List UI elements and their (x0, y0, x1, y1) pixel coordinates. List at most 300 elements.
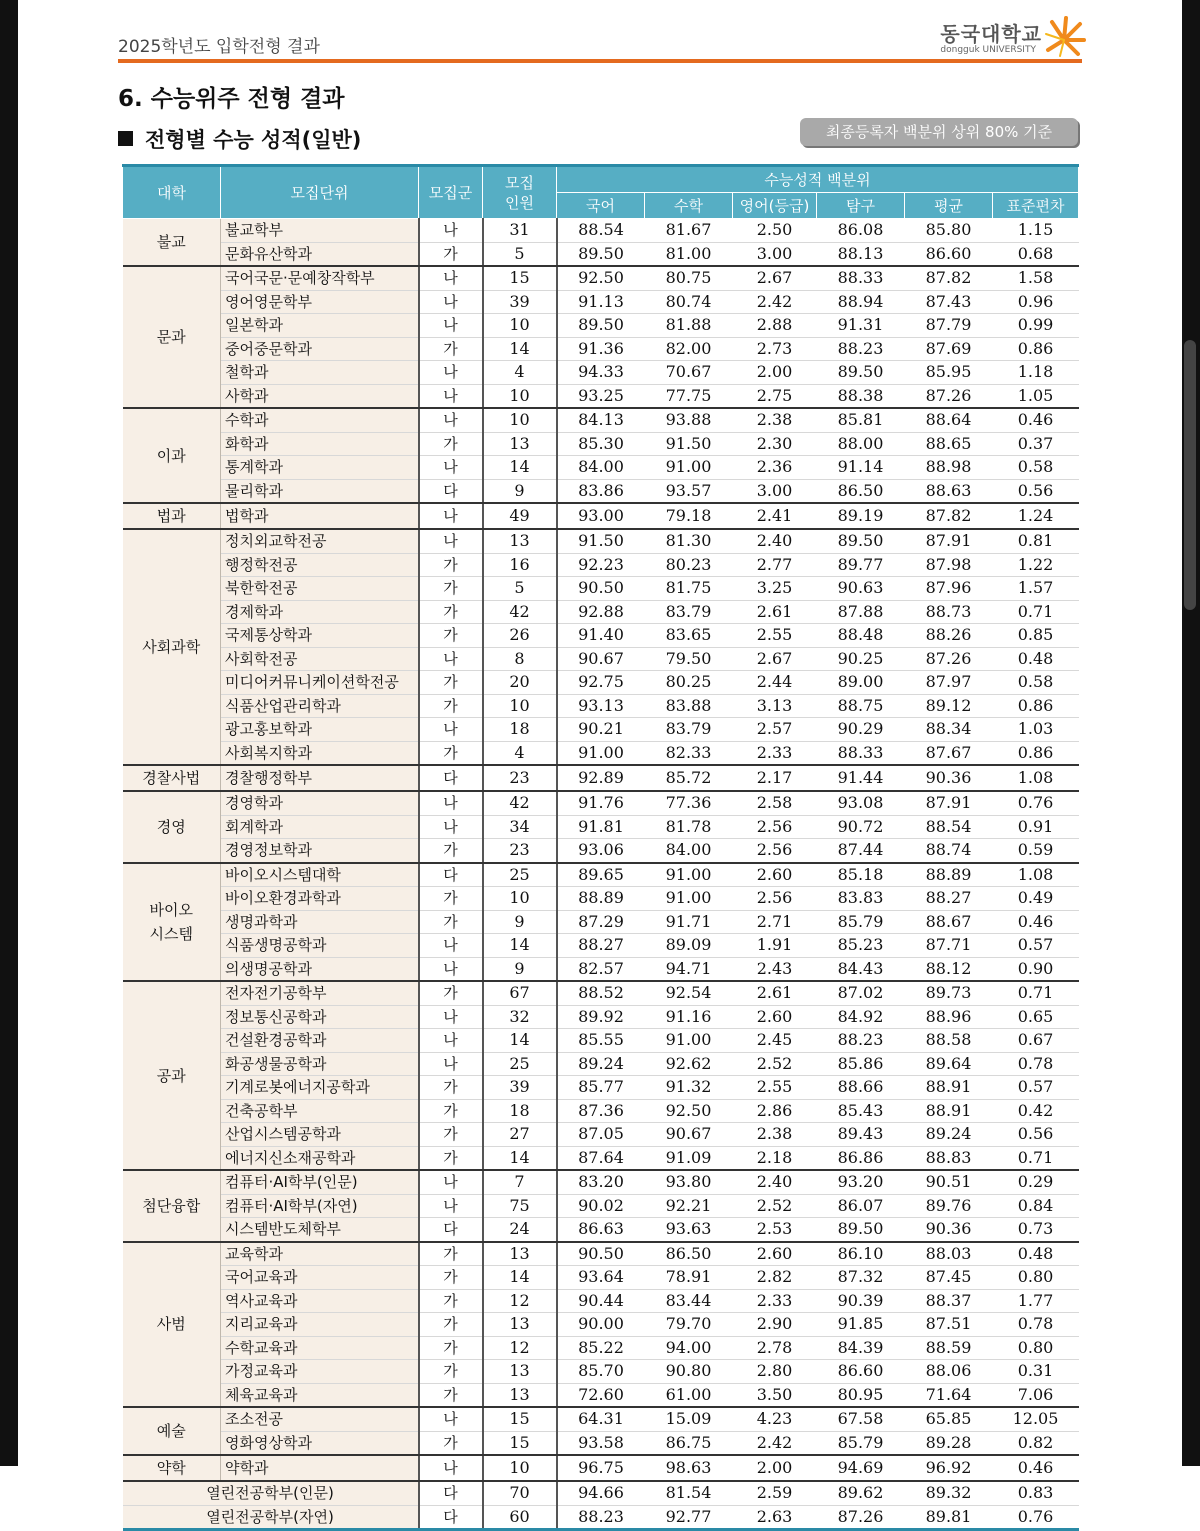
english-cell: 2.67 (733, 647, 817, 671)
math-cell: 91.32 (645, 1076, 733, 1100)
stddev-cell: 1.15 (993, 219, 1079, 243)
capacity-cell: 4 (483, 361, 557, 385)
capacity-cell: 14 (483, 456, 557, 480)
capacity-cell: 10 (483, 887, 557, 911)
average-cell: 87.96 (905, 577, 993, 601)
header-capacity: 모집 인원 (483, 166, 557, 219)
average-cell: 88.06 (905, 1360, 993, 1384)
capacity-cell: 75 (483, 1194, 557, 1218)
stddev-cell: 7.06 (993, 1383, 1079, 1407)
korean-cell: 93.64 (557, 1266, 645, 1290)
stddev-cell: 0.71 (993, 981, 1079, 1005)
group-cell: 가 (419, 1099, 483, 1123)
univ-cell: 사회과학 (123, 529, 221, 765)
stddev-cell: 0.58 (993, 671, 1079, 695)
group-cell: 가 (419, 1076, 483, 1100)
stddev-cell: 0.48 (993, 647, 1079, 671)
math-cell: 83.65 (645, 624, 733, 648)
math-cell: 91.00 (645, 863, 733, 887)
english-cell: 2.00 (733, 361, 817, 385)
math-cell: 89.09 (645, 934, 733, 958)
english-cell: 2.00 (733, 1455, 817, 1481)
capacity-cell: 25 (483, 1052, 557, 1076)
stddev-cell: 0.71 (993, 1146, 1079, 1170)
korean-cell: 93.00 (557, 503, 645, 529)
inquiry-cell: 91.14 (817, 456, 905, 480)
korean-cell: 91.36 (557, 337, 645, 361)
stddev-cell: 0.99 (993, 314, 1079, 338)
capacity-cell: 10 (483, 1455, 557, 1481)
header-average: 평균 (905, 193, 993, 219)
capacity-cell: 27 (483, 1123, 557, 1147)
group-cell: 가 (419, 887, 483, 911)
stddev-cell: 0.78 (993, 1313, 1079, 1337)
logo-english-text: dongguk UNIVERSITY (940, 45, 1036, 55)
korean-cell: 93.13 (557, 694, 645, 718)
group-cell: 가 (419, 741, 483, 765)
univ-cell: 예술 (123, 1407, 221, 1455)
english-cell: 2.17 (733, 765, 817, 791)
inquiry-cell: 90.72 (817, 815, 905, 839)
univ-cell: 이과 (123, 408, 221, 503)
english-cell: 2.45 (733, 1029, 817, 1053)
math-cell: 79.70 (645, 1313, 733, 1337)
math-cell: 85.72 (645, 765, 733, 791)
table-row (123, 290, 1079, 314)
korean-cell: 87.36 (557, 1099, 645, 1123)
korean-cell: 94.66 (557, 1481, 645, 1505)
unit-cell: 조소전공 (221, 1407, 419, 1431)
unit-cell: 정보통신공학과 (221, 1005, 419, 1029)
table-row (123, 791, 1079, 815)
capacity-cell: 8 (483, 647, 557, 671)
group-cell: 가 (419, 1360, 483, 1384)
inquiry-cell: 88.00 (817, 432, 905, 456)
header-inquiry: 탐구 (817, 193, 905, 219)
average-cell: 88.73 (905, 600, 993, 624)
korean-cell: 90.50 (557, 577, 645, 601)
unit-cell: 철학과 (221, 361, 419, 385)
math-cell: 82.33 (645, 741, 733, 765)
univ-cell: 경찰사법 (123, 765, 221, 791)
group-cell: 나 (419, 934, 483, 958)
table-row (123, 1146, 1079, 1170)
capacity-cell: 5 (483, 577, 557, 601)
inquiry-cell: 91.44 (817, 765, 905, 791)
header-unit: 모집단위 (221, 166, 419, 219)
english-cell: 3.50 (733, 1383, 817, 1407)
capacity-cell: 23 (483, 839, 557, 863)
univ-cell: 법과 (123, 503, 221, 529)
inquiry-cell: 87.32 (817, 1266, 905, 1290)
math-cell: 80.75 (645, 266, 733, 290)
english-cell: 2.86 (733, 1099, 817, 1123)
average-cell: 88.34 (905, 718, 993, 742)
univ-cell: 바이오 시스템 (123, 863, 221, 982)
square-bullet-icon (118, 131, 133, 146)
math-cell: 78.91 (645, 1266, 733, 1290)
univ-cell: 공과 (123, 981, 221, 1170)
table-row (123, 624, 1079, 648)
table-row (123, 694, 1079, 718)
unit-cell: 건축공학부 (221, 1099, 419, 1123)
criteria-badge: 최종등록자 백분위 상위 80% 기준 (800, 118, 1078, 146)
inquiry-cell: 88.33 (817, 266, 905, 290)
english-cell: 2.56 (733, 815, 817, 839)
stddev-cell: 0.57 (993, 1076, 1079, 1100)
table-row (123, 384, 1079, 408)
table-row (123, 957, 1079, 981)
inquiry-cell: 84.39 (817, 1336, 905, 1360)
english-cell: 2.41 (733, 503, 817, 529)
english-cell: 2.90 (733, 1313, 817, 1337)
math-cell: 94.00 (645, 1336, 733, 1360)
math-cell: 94.71 (645, 957, 733, 981)
unit-cell: 약학과 (221, 1455, 419, 1481)
group-cell: 나 (419, 408, 483, 432)
inquiry-cell: 86.50 (817, 479, 905, 503)
unit-cell: 기계로봇에너지공학과 (221, 1076, 419, 1100)
table-row (123, 741, 1079, 765)
group-cell: 나 (419, 957, 483, 981)
group-cell: 가 (419, 624, 483, 648)
capacity-cell: 4 (483, 741, 557, 765)
stddev-cell: 1.58 (993, 266, 1079, 290)
korean-cell: 89.50 (557, 314, 645, 338)
capacity-cell: 60 (483, 1505, 557, 1530)
table-row (123, 1360, 1079, 1384)
inquiry-cell: 86.60 (817, 1360, 905, 1384)
average-cell: 90.36 (905, 765, 993, 791)
table-row (123, 1099, 1079, 1123)
math-cell: 86.75 (645, 1431, 733, 1455)
math-cell: 86.50 (645, 1242, 733, 1266)
average-cell: 87.79 (905, 314, 993, 338)
stddev-cell: 1.57 (993, 577, 1079, 601)
korean-cell: 84.13 (557, 408, 645, 432)
inquiry-cell: 87.26 (817, 1505, 905, 1530)
right-frame-bar (1182, 0, 1200, 1466)
unit-cell: 컴퓨터·AI학부(자연) (221, 1194, 419, 1218)
group-cell: 나 (419, 503, 483, 529)
group-cell: 나 (419, 290, 483, 314)
korean-cell: 85.22 (557, 1336, 645, 1360)
unit-cell: 바이오시스템대학 (221, 863, 419, 887)
korean-cell: 89.24 (557, 1052, 645, 1076)
stddev-cell: 0.59 (993, 839, 1079, 863)
average-cell: 87.91 (905, 529, 993, 553)
english-cell: 2.67 (733, 266, 817, 290)
page-header (118, 14, 1082, 62)
group-cell: 나 (419, 314, 483, 338)
table-row (123, 1005, 1079, 1029)
capacity-cell: 10 (483, 408, 557, 432)
korean-cell: 93.06 (557, 839, 645, 863)
capacity-cell: 5 (483, 242, 557, 266)
group-cell: 나 (419, 219, 483, 243)
group-cell: 가 (419, 432, 483, 456)
unit-cell: 산업시스템공학과 (221, 1123, 419, 1147)
english-cell: 3.00 (733, 242, 817, 266)
english-cell: 2.52 (733, 1052, 817, 1076)
table-row (123, 1431, 1079, 1455)
korean-cell: 85.30 (557, 432, 645, 456)
korean-cell: 90.50 (557, 1242, 645, 1266)
group-cell: 나 (419, 1170, 483, 1194)
english-cell: 2.61 (733, 600, 817, 624)
korean-cell: 92.88 (557, 600, 645, 624)
average-cell: 88.83 (905, 1146, 993, 1170)
stddev-cell: 0.37 (993, 432, 1079, 456)
capacity-cell: 13 (483, 432, 557, 456)
average-cell: 88.63 (905, 479, 993, 503)
header-scores-group: 수능성적 백분위 (557, 166, 1079, 193)
inquiry-cell: 87.44 (817, 839, 905, 863)
math-cell: 93.88 (645, 408, 733, 432)
unit-cell: 화공생물공학과 (221, 1052, 419, 1076)
inquiry-cell: 88.23 (817, 337, 905, 361)
stddev-cell: 0.46 (993, 910, 1079, 934)
inquiry-cell: 85.79 (817, 1431, 905, 1455)
inquiry-cell: 88.23 (817, 1029, 905, 1053)
unit-cell: 화학과 (221, 432, 419, 456)
korean-cell: 88.23 (557, 1505, 645, 1530)
korean-cell: 88.54 (557, 219, 645, 243)
table-row (123, 314, 1079, 338)
group-cell: 나 (419, 266, 483, 290)
header-accent-line (118, 59, 1082, 63)
average-cell: 89.28 (905, 1431, 993, 1455)
english-cell: 2.88 (733, 314, 817, 338)
korean-cell: 83.20 (557, 1170, 645, 1194)
stddev-cell: 0.91 (993, 815, 1079, 839)
table-row (123, 1266, 1079, 1290)
math-cell: 92.62 (645, 1052, 733, 1076)
inquiry-cell: 87.88 (817, 600, 905, 624)
group-cell: 가 (419, 1383, 483, 1407)
korean-cell: 91.81 (557, 815, 645, 839)
english-cell: 2.38 (733, 408, 817, 432)
table-row (123, 1218, 1079, 1242)
korean-cell: 85.77 (557, 1076, 645, 1100)
table-row (123, 815, 1079, 839)
average-cell: 88.64 (905, 408, 993, 432)
english-cell: 2.44 (733, 671, 817, 695)
table-row (123, 647, 1079, 671)
stddev-cell: 1.77 (993, 1289, 1079, 1313)
table-row (123, 456, 1079, 480)
korean-cell: 92.23 (557, 553, 645, 577)
group-cell: 가 (419, 981, 483, 1005)
unit-cell: 지리교육과 (221, 1313, 419, 1337)
capacity-cell: 23 (483, 765, 557, 791)
korean-cell: 87.64 (557, 1146, 645, 1170)
unit-cell: 가정교육과 (221, 1360, 419, 1384)
unit-cell: 물리학과 (221, 479, 419, 503)
table-row (123, 910, 1079, 934)
unit-cell: 시스템반도체학부 (221, 1218, 419, 1242)
inquiry-cell: 89.50 (817, 1218, 905, 1242)
unit-cell: 역사교육과 (221, 1289, 419, 1313)
average-cell: 65.85 (905, 1407, 993, 1431)
capacity-cell: 34 (483, 815, 557, 839)
english-cell: 2.80 (733, 1360, 817, 1384)
stddev-cell: 1.05 (993, 384, 1079, 408)
scrollbar-handle[interactable] (1184, 340, 1196, 610)
group-cell: 가 (419, 1313, 483, 1337)
english-cell: 2.43 (733, 957, 817, 981)
inquiry-cell: 85.81 (817, 408, 905, 432)
group-cell: 가 (419, 1431, 483, 1455)
english-cell: 2.56 (733, 887, 817, 911)
math-cell: 80.23 (645, 553, 733, 577)
table-row (123, 1029, 1079, 1053)
inquiry-cell: 85.23 (817, 934, 905, 958)
capacity-cell: 32 (483, 1005, 557, 1029)
unit-cell: 전자전기공학부 (221, 981, 419, 1005)
english-cell: 3.25 (733, 577, 817, 601)
stddev-cell: 0.48 (993, 1242, 1079, 1266)
table-row (123, 887, 1079, 911)
header-stddev: 표준편차 (993, 193, 1079, 219)
korean-cell: 72.60 (557, 1383, 645, 1407)
math-cell: 70.67 (645, 361, 733, 385)
table-row (123, 718, 1079, 742)
table-row (123, 981, 1079, 1005)
stddev-cell: 0.86 (993, 694, 1079, 718)
inquiry-cell: 84.43 (817, 957, 905, 981)
stddev-cell: 1.24 (993, 503, 1079, 529)
group-cell: 다 (419, 1505, 483, 1530)
stddev-cell: 0.31 (993, 1360, 1079, 1384)
korean-cell: 90.02 (557, 1194, 645, 1218)
inquiry-cell: 90.39 (817, 1289, 905, 1313)
inquiry-cell: 86.86 (817, 1146, 905, 1170)
capacity-cell: 49 (483, 503, 557, 529)
table-row (123, 934, 1079, 958)
math-cell: 91.00 (645, 456, 733, 480)
average-cell: 89.76 (905, 1194, 993, 1218)
unit-cell: 국어교육과 (221, 1266, 419, 1290)
math-cell: 91.16 (645, 1005, 733, 1029)
inquiry-cell: 91.31 (817, 314, 905, 338)
inquiry-cell: 67.58 (817, 1407, 905, 1431)
header-korean: 국어 (557, 193, 645, 219)
korean-cell: 89.50 (557, 242, 645, 266)
capacity-cell: 14 (483, 1029, 557, 1053)
table-row (123, 1194, 1079, 1218)
math-cell: 83.44 (645, 1289, 733, 1313)
inquiry-cell: 86.07 (817, 1194, 905, 1218)
inquiry-cell: 84.92 (817, 1005, 905, 1029)
math-cell: 90.67 (645, 1123, 733, 1147)
capacity-cell: 70 (483, 1481, 557, 1505)
average-cell: 89.64 (905, 1052, 993, 1076)
average-cell: 89.12 (905, 694, 993, 718)
math-cell: 90.80 (645, 1360, 733, 1384)
average-cell: 88.26 (905, 624, 993, 648)
stddev-cell: 0.58 (993, 456, 1079, 480)
capacity-cell: 13 (483, 1360, 557, 1384)
group-cell: 가 (419, 839, 483, 863)
average-cell: 87.26 (905, 384, 993, 408)
math-cell: 77.36 (645, 791, 733, 815)
korean-cell: 91.00 (557, 741, 645, 765)
unit-cell: 바이오환경과학과 (221, 887, 419, 911)
math-cell: 91.71 (645, 910, 733, 934)
table-row (123, 408, 1079, 432)
stddev-cell: 0.85 (993, 624, 1079, 648)
inquiry-cell: 89.77 (817, 553, 905, 577)
average-cell: 87.71 (905, 934, 993, 958)
stddev-cell: 0.76 (993, 1505, 1079, 1530)
inquiry-cell: 88.66 (817, 1076, 905, 1100)
group-cell: 가 (419, 910, 483, 934)
korean-cell: 64.31 (557, 1407, 645, 1431)
inquiry-cell: 93.08 (817, 791, 905, 815)
univ-cell: 첨단융합 (123, 1170, 221, 1242)
stddev-cell: 0.67 (993, 1029, 1079, 1053)
header-title: 2025학년도 입학전형 결과 (118, 37, 320, 57)
capacity-cell: 10 (483, 314, 557, 338)
capacity-cell: 42 (483, 600, 557, 624)
average-cell: 87.45 (905, 1266, 993, 1290)
english-cell: 2.59 (733, 1481, 817, 1505)
english-cell: 2.40 (733, 529, 817, 553)
stddev-cell: 1.03 (993, 718, 1079, 742)
univ-cell: 불교 (123, 219, 221, 267)
unit-cell: 열린전공학부(인문) (123, 1481, 419, 1505)
inquiry-cell: 89.00 (817, 671, 905, 695)
unit-cell: 북한학전공 (221, 577, 419, 601)
english-cell: 2.55 (733, 1076, 817, 1100)
stddev-cell: 0.49 (993, 887, 1079, 911)
average-cell: 87.26 (905, 647, 993, 671)
unit-cell: 국제통상학과 (221, 624, 419, 648)
average-cell: 90.36 (905, 1218, 993, 1242)
average-cell: 85.80 (905, 219, 993, 243)
inquiry-cell: 85.43 (817, 1099, 905, 1123)
capacity-cell: 16 (483, 553, 557, 577)
stddev-cell: 0.57 (993, 934, 1079, 958)
stddev-cell: 0.73 (993, 1218, 1079, 1242)
math-cell: 81.75 (645, 577, 733, 601)
group-cell: 나 (419, 1052, 483, 1076)
unit-cell: 회계학과 (221, 815, 419, 839)
english-cell: 2.50 (733, 219, 817, 243)
table-row (123, 1052, 1079, 1076)
sub-title-text: 전형별 수능 성적(일반) (145, 128, 362, 152)
average-cell: 87.97 (905, 671, 993, 695)
math-cell: 91.50 (645, 432, 733, 456)
korean-cell: 89.65 (557, 863, 645, 887)
table-row (123, 1407, 1079, 1431)
results-table-body (123, 219, 1079, 1530)
table-row (123, 219, 1079, 243)
group-cell: 나 (419, 718, 483, 742)
unit-cell: 경영정보학과 (221, 839, 419, 863)
math-cell: 81.88 (645, 314, 733, 338)
average-cell: 88.37 (905, 1289, 993, 1313)
group-cell: 가 (419, 553, 483, 577)
average-cell: 89.24 (905, 1123, 993, 1147)
math-cell: 93.80 (645, 1170, 733, 1194)
math-cell: 83.79 (645, 718, 733, 742)
english-cell: 2.30 (733, 432, 817, 456)
header-group: 모집군 (419, 166, 483, 219)
korean-cell: 87.05 (557, 1123, 645, 1147)
group-cell: 나 (419, 1455, 483, 1481)
